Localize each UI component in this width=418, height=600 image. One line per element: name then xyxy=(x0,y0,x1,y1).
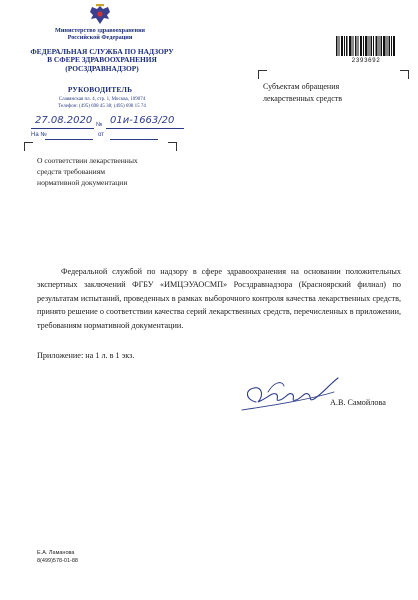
recipient-bracket-right xyxy=(400,70,409,79)
number-handwritten: 01и-1663/20 xyxy=(110,115,175,126)
signer-name: А.В. Самойлова xyxy=(330,398,386,407)
agency-line-3: (РОСЗДРАВНАДЗОР) xyxy=(65,63,139,73)
attachment-note: Приложение: на 1 л. в 1 экз. xyxy=(37,351,135,360)
on-underline xyxy=(45,139,93,140)
date-handwritten: 27.08.2020 xyxy=(35,115,93,126)
body-paragraph: Федеральной службой по надзору в сфере здравоохранения на основании положительных экспертных заключений ФГБУ «ИМЦЭУАОСМП» Росздравнадзора (Красноярский филиал) по результатам испытаний, проведенных в рамках выборочного контроля качества лекарственных средств, принято решение о соответствии качества серий лекарственных средств, перечисленных в приложении, требованиям нормативной документации. xyxy=(37,267,401,330)
ministry-name xyxy=(40,27,160,41)
from-underline xyxy=(110,139,158,140)
on-label: На № xyxy=(31,132,47,138)
agency-line-2: В СФЕРЕ ЗДРАВООХРАНЕНИЯ xyxy=(47,55,157,65)
agency-line-1: ФЕДЕРАЛЬНАЯ СЛУЖБА ПО НАДЗОРУ xyxy=(30,47,174,56)
ministry-line-2: Российской Федерации xyxy=(67,34,133,41)
number-underline xyxy=(106,128,184,129)
performer-block xyxy=(37,549,78,565)
subject-bracket-left xyxy=(24,142,33,151)
date-underline xyxy=(31,128,94,129)
address-block xyxy=(22,97,182,110)
state-emblem-icon xyxy=(87,3,113,27)
performer-phone: 8(499)578-01-88 xyxy=(37,558,78,564)
address-line-2: Телефон: (495) 698 45 38; (495) 698 15 74 xyxy=(58,103,146,109)
subject-line-2: средств требованиям xyxy=(37,167,105,176)
recipient-line-1: Субъектам обращения xyxy=(263,82,340,91)
subject-bracket-right xyxy=(168,142,177,151)
handwritten-signature xyxy=(238,372,353,420)
barcode-number: 2393692 xyxy=(351,57,381,64)
agency-name xyxy=(22,48,182,73)
ministry-line-1: Министерство здравоохранения xyxy=(54,27,146,34)
recipient-line-2: лекарственных средств xyxy=(263,94,343,103)
recipient-block xyxy=(263,81,342,105)
barcode-image xyxy=(336,36,396,56)
address-line-1: Славянская пл. 4, стр. 1, Москва, 109074 xyxy=(58,97,146,102)
performer-name: Е.А. Ламанова xyxy=(37,550,75,556)
from-label: от xyxy=(98,132,104,138)
subject-line-1: О соответствии лекарственных xyxy=(37,156,138,165)
recipient-bracket-left xyxy=(258,70,267,79)
number-sign: № xyxy=(96,122,103,128)
subject-block xyxy=(37,155,138,188)
letter-body xyxy=(37,265,401,332)
head-title: РУКОВОДИТЕЛЬ xyxy=(67,85,133,94)
subject-line-3: нормативной документации xyxy=(37,178,128,187)
